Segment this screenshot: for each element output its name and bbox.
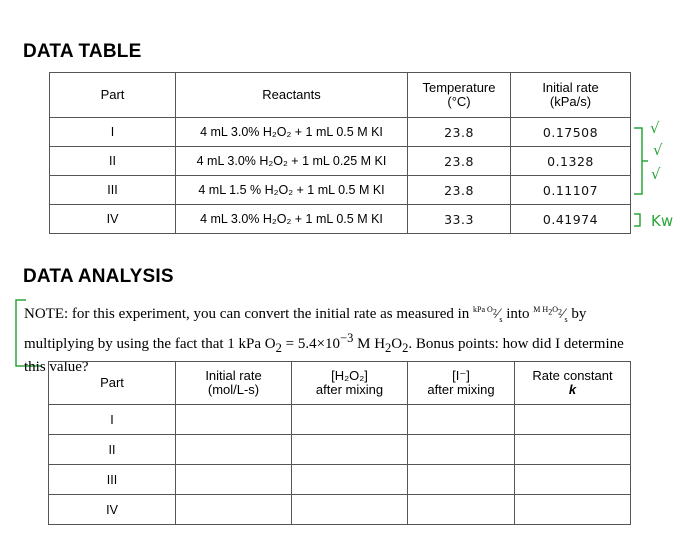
unit-m-denominator: s <box>564 315 568 324</box>
note-text: . Bonus points: how did I determine this value? <box>24 336 624 375</box>
header-reactants: Reactants <box>176 73 408 118</box>
check-mark-icon: √ <box>653 141 663 159</box>
note-text: = 5.4×10 <box>281 336 341 352</box>
iodide-input-cell[interactable] <box>408 435 515 465</box>
unit-m-subscript: 2 <box>557 307 562 317</box>
iodide-input-cell[interactable] <box>408 465 515 495</box>
rate-input-cell[interactable] <box>176 405 292 435</box>
table-row <box>50 147 631 176</box>
reactants-cell: 4 mL 1.5 % H₂O₂ + 1 mL 0.5 M KI <box>176 176 408 205</box>
data-table <box>49 72 631 234</box>
unit-kpa-subscript: 2 <box>492 307 497 317</box>
unit-kpa-numerator: kPa O <box>473 305 493 314</box>
temperature-cell[interactable]: 33.3 <box>408 205 511 234</box>
header-temperature-line1: Temperature <box>422 80 496 95</box>
header-iodide-line2: after mixing <box>427 382 495 397</box>
header-temperature-line2: (°C) <box>447 94 471 109</box>
header-initial-rate <box>176 362 292 405</box>
note-text: by multiplying by using the fact that 1 kPa O <box>24 306 587 352</box>
reactants-cell: 4 mL 3.0% H₂O₂ + 1 mL 0.5 M KI <box>176 118 408 147</box>
h2o2-input-cell[interactable] <box>292 405 408 435</box>
unit-m-subscript: 2 <box>548 307 553 317</box>
h2o2-input-cell[interactable] <box>292 435 408 465</box>
header-rate-line1: Initial rate <box>205 368 262 383</box>
rate-cell[interactable]: 0.1328 <box>511 147 631 176</box>
exponent: −3 <box>340 331 354 345</box>
analysis-table <box>48 361 631 525</box>
check-mark-icon: √ <box>650 119 660 137</box>
part-cell: II <box>50 147 176 176</box>
k-input-cell[interactable] <box>515 465 631 495</box>
table-row <box>49 405 631 435</box>
temperature-cell[interactable]: 23.8 <box>408 176 511 205</box>
header-rate-constant <box>515 362 631 405</box>
h2o2-input-cell[interactable] <box>292 465 408 495</box>
reactants-cell: 4 mL 3.0% H₂O₂ + 1 mL 0.5 M KI <box>176 205 408 234</box>
data-table-header-row <box>50 73 631 118</box>
header-initial-rate <box>511 73 631 118</box>
header-iodide-line1: [I⁻] <box>452 368 470 383</box>
bracket-shape <box>634 128 648 194</box>
temperature-cell[interactable]: 23.8 <box>408 147 511 176</box>
kw-annotation: Kw <box>651 212 674 230</box>
analysis-table-header-row <box>49 362 631 405</box>
subscript: 2 <box>402 341 409 355</box>
rate-input-cell[interactable] <box>176 435 292 465</box>
table-row <box>49 495 631 525</box>
note-text: into <box>502 306 534 322</box>
header-rate-line2: (mol/L-s) <box>207 382 260 397</box>
h2o2-input-cell[interactable] <box>292 495 408 525</box>
rate-input-cell[interactable] <box>176 465 292 495</box>
data-table-heading: DATA TABLE <box>23 41 142 62</box>
check-mark-icon: √ <box>651 165 661 183</box>
header-rate-line1: Initial rate <box>542 80 599 95</box>
table-row <box>50 176 631 205</box>
k-input-cell[interactable] <box>515 435 631 465</box>
rate-cell[interactable]: 0.11107 <box>511 176 631 205</box>
temperature-cell[interactable]: 23.8 <box>408 118 511 147</box>
subscript: 2 <box>385 341 392 355</box>
unit-m-mid: O <box>552 305 558 314</box>
header-h2o2-line2: after mixing <box>315 382 384 397</box>
header-h2o2 <box>292 362 408 405</box>
header-rate-line2: (kPa/s) <box>549 94 592 109</box>
iodide-input-cell[interactable] <box>408 405 515 435</box>
reactants-cell: 4 mL 3.0% H₂O₂ + 1 mL 0.25 M KI <box>176 147 408 176</box>
header-part: Part <box>49 362 176 405</box>
header-temperature <box>408 73 511 118</box>
unit-m-h2o2 <box>533 305 562 317</box>
bracket-iv-shape <box>634 214 640 226</box>
part-cell: I <box>50 118 176 147</box>
part-cell: I <box>49 405 176 435</box>
rate-input-cell[interactable] <box>176 495 292 525</box>
unit-kpa-denominator: s <box>499 315 503 324</box>
table-row <box>49 435 631 465</box>
note-text: NOTE: for this experiment, you can convert the initial rate as measured in <box>24 306 474 322</box>
part-cell: IV <box>50 205 176 234</box>
part-cell: III <box>50 176 176 205</box>
note-text: O <box>391 336 403 352</box>
header-h2o2-line1: [H₂O₂] <box>331 368 368 383</box>
unit-m-numerator: M H <box>533 305 549 314</box>
part-cell: IV <box>49 495 176 525</box>
table-row <box>50 205 631 234</box>
rate-cell[interactable]: 0.17508 <box>511 118 631 147</box>
unit-kpa-o2 <box>473 305 497 317</box>
table-row <box>49 465 631 495</box>
header-part: Part <box>50 73 176 118</box>
part-cell: III <box>49 465 176 495</box>
k-input-cell[interactable] <box>515 495 631 525</box>
k-input-cell[interactable] <box>515 405 631 435</box>
header-k-line1: Rate constant <box>532 368 613 383</box>
part-cell: II <box>49 435 176 465</box>
iodide-input-cell[interactable] <box>408 495 515 525</box>
note-text: M H <box>353 336 386 352</box>
conversion-note: NOTE: for this experiment, you can convert the initial rate as measured in $^{kPa O_2}⁄_s$ into $^{M H_2O_2}⁄_s$ by multiplying by using the fact that 1 kPa $O_2 = 5.4\times 10^{-3}$ M $H_2O_2$. Bonus points: how did I determine this value? <box>24 305 624 375</box>
header-k-line2: k <box>568 382 577 397</box>
rate-cell[interactable]: 0.41974 <box>511 205 631 234</box>
table-row <box>50 118 631 147</box>
header-iodide <box>408 362 515 405</box>
data-analysis-heading: DATA ANALYSIS <box>23 266 174 287</box>
subscript: 2 <box>275 341 282 355</box>
